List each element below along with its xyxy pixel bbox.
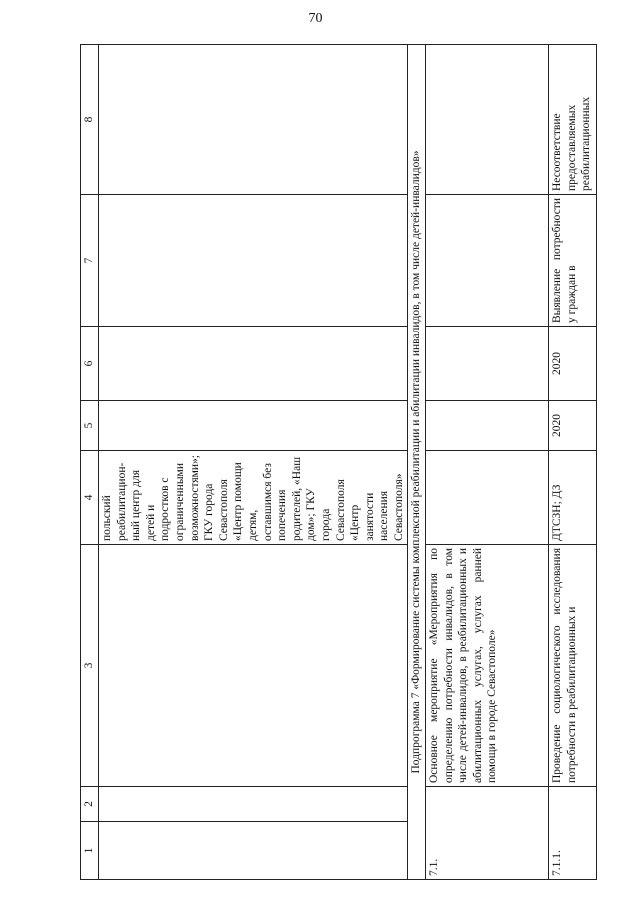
header-col-1: 1: [81, 822, 99, 880]
row-7-1-1-end: 2020: [549, 327, 597, 401]
row-7-1-title: Основное мероприятие «Мероприятия по определению потребности инвалидов, в том числе детей-инвалидов, в реабилитационных и абилитационных услугах, услугах ранней помощи в городе Севастополе»: [426, 545, 549, 787]
subprogram-title: Подпрограмма 7 «Формирование системы комплексной реабилитации и абилитации инвалидов, в том числе детей-инвалидов»: [408, 45, 426, 880]
row-7-1-1-title: Проведение социологического исследования потребности в реабилитационных и: [549, 545, 597, 787]
cont-col-7: [99, 195, 408, 327]
cont-col-5: [99, 401, 408, 451]
row-7-1-1-number: 7.1.1.: [549, 787, 597, 880]
row-7-1-start: [426, 401, 549, 451]
row-7-1-1-result: Выявление потребности у граждан в: [549, 195, 597, 327]
header-col-5: 5: [81, 401, 99, 451]
cont-col-1: [99, 822, 408, 880]
row-7-1-consequence: [426, 45, 549, 195]
header-col-6: 6: [81, 327, 99, 401]
continuation-row: [99, 45, 408, 880]
cont-executors-cell: польский реабилитацион-ный центр для детей и подростков с ограниченными возможностями»; ГКУ города Севастополя «Центр помощи детям, оставшимся без попечения родителей, «Наш дом»; ГКУ города Севастополя «Центр занятости населения Севастополя»: [99, 451, 408, 545]
header-col-4: 4: [81, 451, 99, 545]
cont-col-8: [99, 45, 408, 195]
header-col-7: 7: [81, 195, 99, 327]
row-7-1-1-consequence: Несоответствие предоставляемых реабилитационных: [549, 45, 597, 195]
cont-col-3: [99, 545, 408, 787]
cont-col-6: [99, 327, 408, 401]
header-col-8: 8: [81, 45, 99, 195]
row-7-1-end: [426, 327, 549, 401]
subprogram-row: [408, 45, 426, 880]
header-col-3: 3: [81, 545, 99, 787]
page-number: 70: [308, 11, 323, 26]
row-7-1-1: [549, 45, 597, 880]
header-col-2: 2: [81, 787, 99, 822]
row-7-1-executor: [426, 451, 549, 545]
cont-col-2: [99, 787, 408, 822]
header-row: [81, 45, 99, 880]
row-7-1-number: 7.1.: [426, 787, 549, 880]
row-7-1: [426, 45, 549, 880]
row-7-1-result: [426, 195, 549, 327]
row-7-1-1-start: 2020: [549, 401, 597, 451]
rotated-table-container: [80, 45, 610, 880]
row-7-1-1-executor: ДТСЗН; ДЗ: [549, 451, 597, 545]
program-table: [80, 44, 597, 880]
